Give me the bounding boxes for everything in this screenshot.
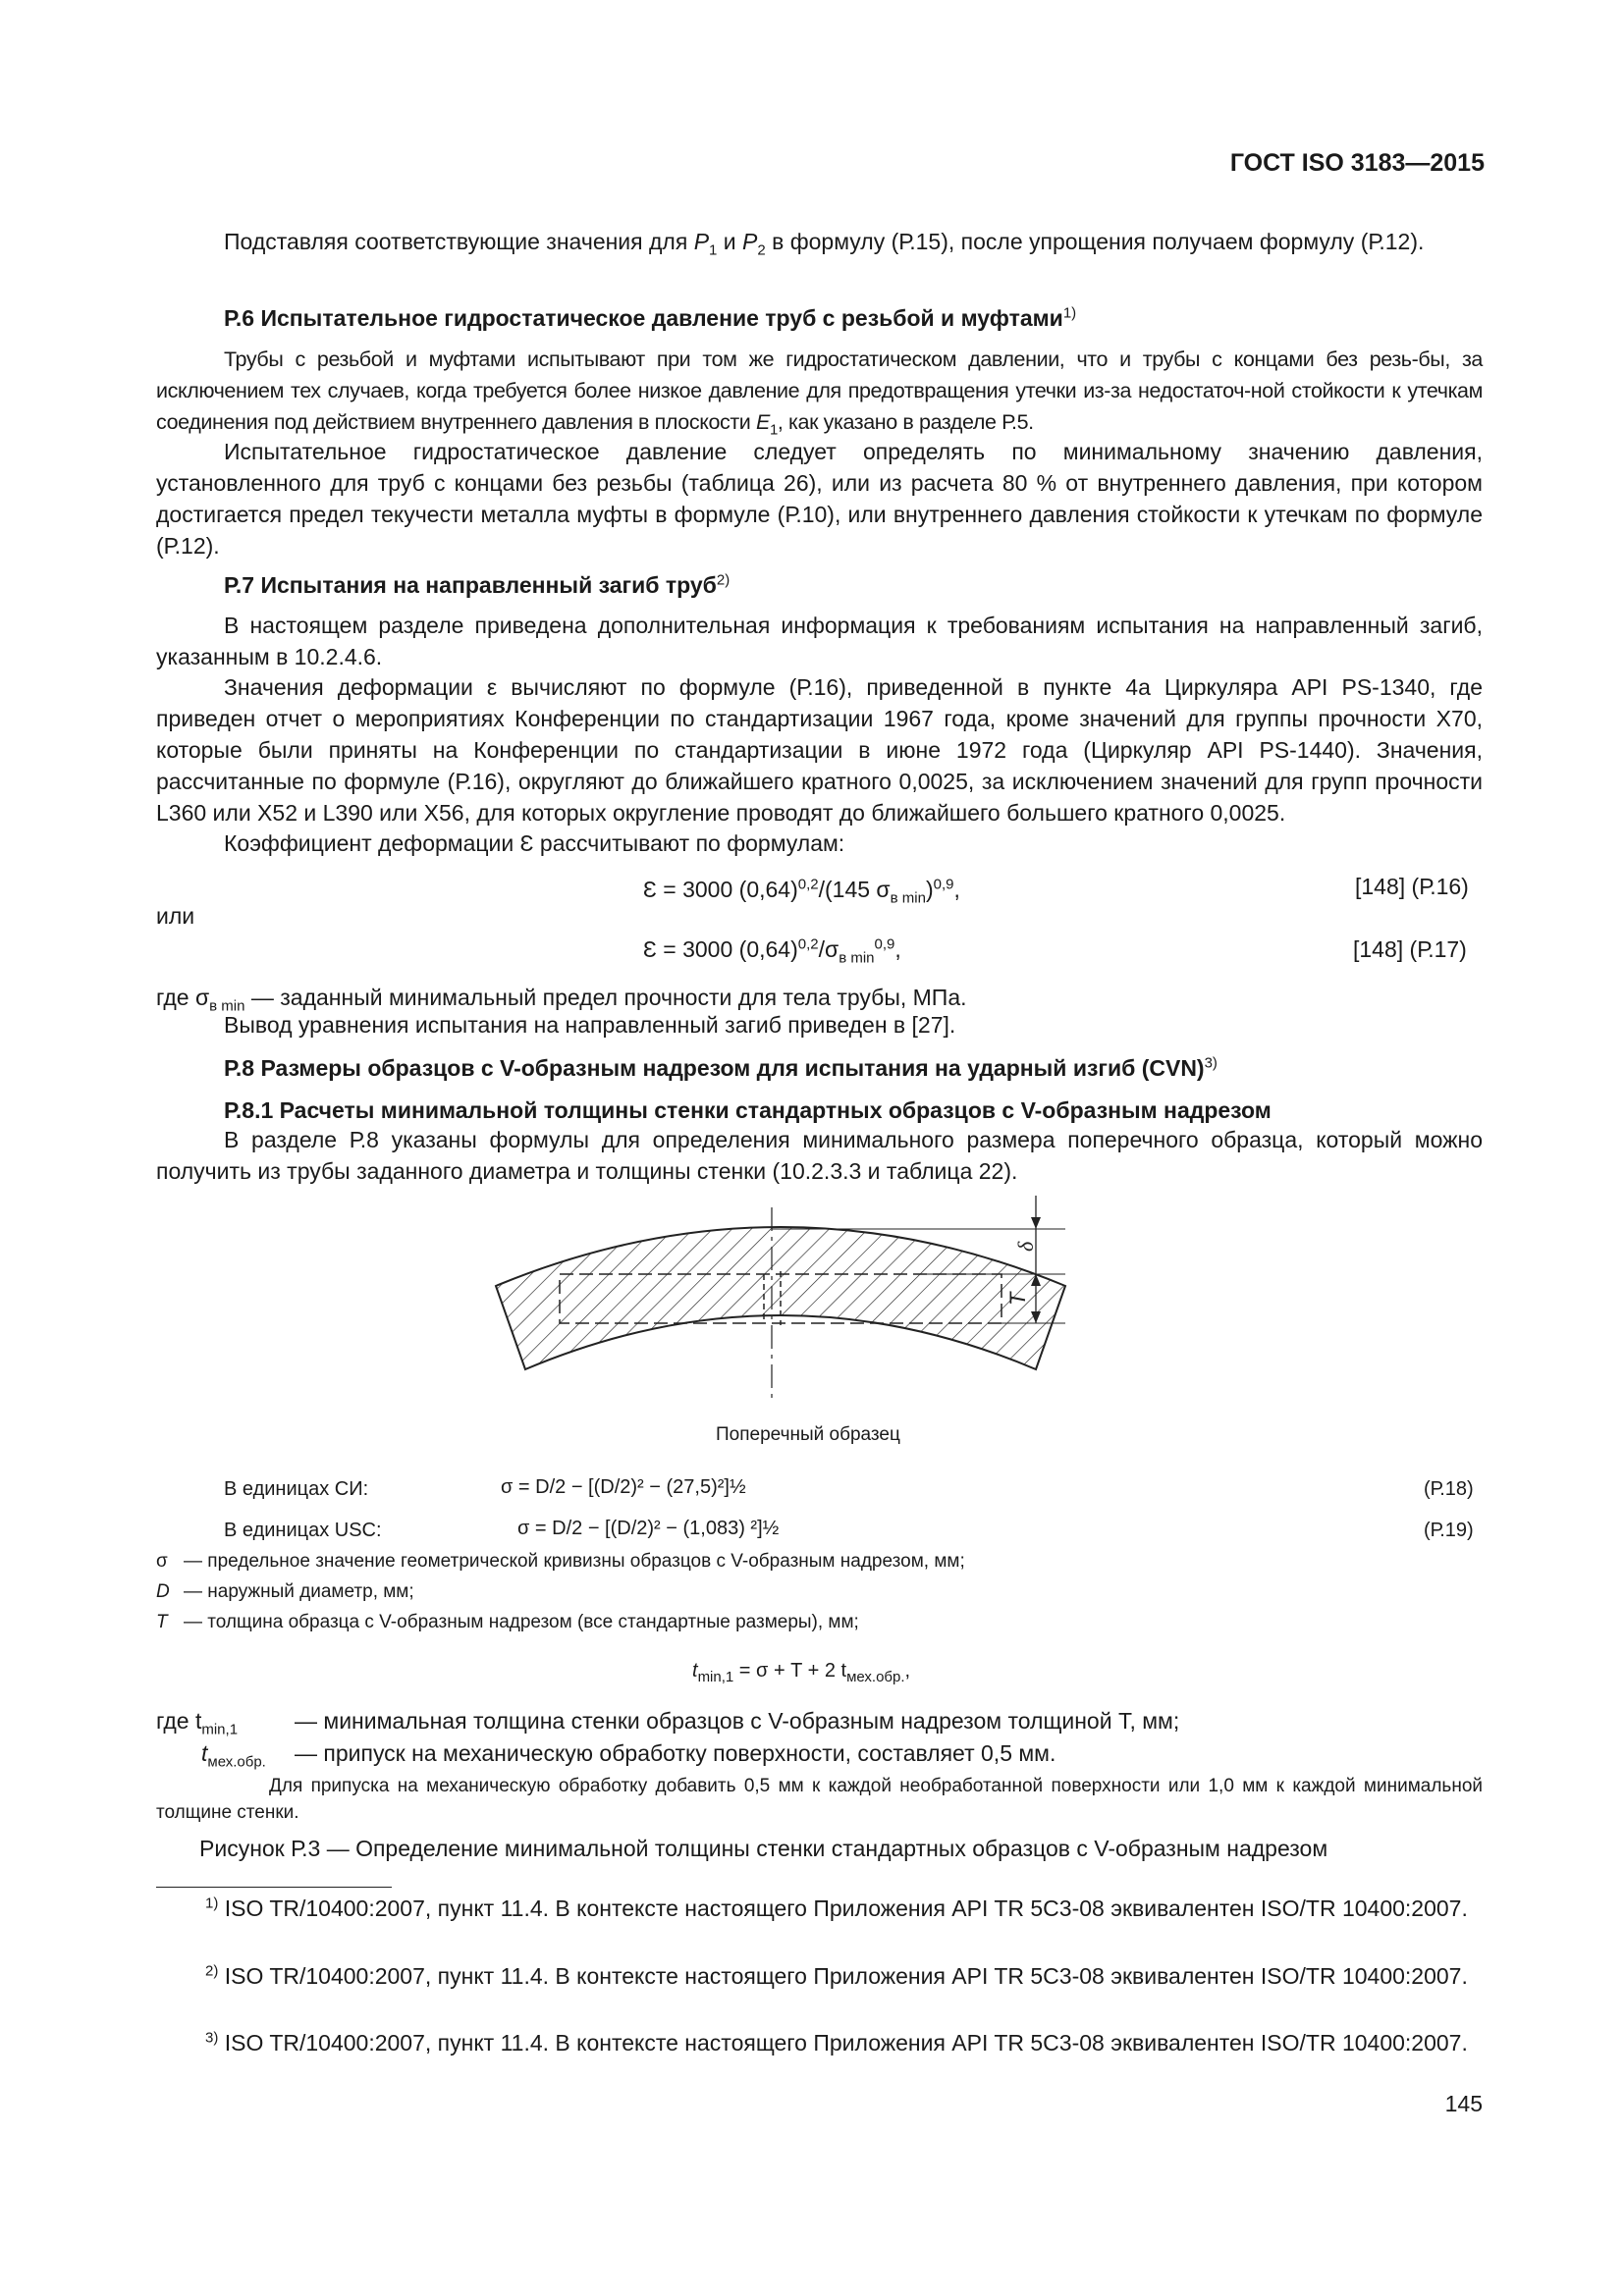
section-p6-title: Р.6 Испытательное гидростатическое давление труб с резьбой и муфтами$^{1)}$ [224,304,1077,331]
section-p7-para3: Коэффициент деформации Ɛ рассчитывают по формулам: [224,830,845,856]
section-p6-para2: Испытательное гидростатическое давление следует определять по минимальному значению давления, установленного для труб с концами без резьбы (таблица 26), или из расчета 80 % от внутреннего давления, при котором достигается предел текучести металла муфты в формуле (Р.10), или внутреннего давления стойкости к утечкам по формуле (Р.12). [156,439,1483,559]
where-tmin: где $t_{min,1}$ [156,1708,239,1738]
legend-sigma: σ — предельное значение геометрической кривизны образцов с V-образным надрезом, мм; [156,1551,965,1572]
footnote-rule [156,1887,392,1888]
section-p6-para1: Трубы с резьбой и муфтами испытывают при том же гидростатическом давлении, что и трубы с концами без резь-бы, за исключением тех случаев, когда требуется более низкое давление для предотвращения утечки из-за недостаточ-ной стойкости к утечкам соединения под действием внутреннего давления в плоскости $E_1$, как указано в разделе Р.5. [156,347,1483,439]
si-label: В единицах СИ: [224,1478,369,1500]
delta-label: δ [1013,1241,1038,1252]
section-p7-title: Р.7 Испытания на направленный загиб труб$^{2)}$ [224,571,731,598]
document-header: ГОСТ ISO 3183—2015 [1229,149,1485,177]
where-tmin-text: — минимальная толщина стенки образцов с V-образным надрезом толщиной T, мм; [295,1708,1180,1734]
si-formula: σ = D/2 − [(D/2)² − (27,5)²]½ [501,1476,746,1498]
equation-p17: Ɛ = 3000 $(0,64)^{0,2}/\sigma_{в min}^{0,9}$, [643,935,901,967]
specimen-cross-section [496,1227,1065,1369]
legend-d: D — наружный диаметр, мм; [156,1581,414,1602]
tmin-formula: $t_{min,1} = \sigma + T + 2$ $t_{мех.обр.}$, [692,1660,911,1685]
section-p8-title: Р.8 Размеры образцов с V-образным надрезом для испытания на ударный изгиб (CVN)$^{3)}$ [224,1054,1218,1081]
section-p7-para2: Значения деформации ε вычисляют по формуле (Р.16), приведенной в пункте 4а Циркуляра API PS-1340, где приведен отчет о мероприятиях Конференции по стандартизации 1967 года, кроме значений для группы прочности Х70, которые были приняты на Конференции по стандартизации в июне 1972 года (Циркуляр API PS-1440). Значения, рассчитанные по формуле (Р.16), округляют до ближайшего кратного 0,0025, за исключением значений для групп прочности L360 или Х52 и L390 или Х56, для которых округление проводят до ближайшего большего кратного 0,0025. [156,674,1483,826]
usc-formula: σ = D/2 − [(D/2)² − (1,083) ²]½ [517,1518,780,1539]
usc-label: В единицах USC: [224,1520,382,1541]
footnote-1: $^{1)}$ ISO TR/10400:2007, пункт 11.4. В контексте настоящего Приложения API TR 5C3-08 эквивалентен ISO/TR 10400:2007. [205,1895,1468,1921]
derivation-note: Вывод уравнения испытания на направленный загиб приведен в [27]. [224,1012,956,1038]
legend-t: T — толщина образца с V-образным надрезом (все стандартные размеры), мм; [156,1612,859,1632]
where-sigma: где $\sigma_{в min}$ — заданный минимальный предел прочности для тела трубы, МПа. [156,985,967,1015]
figure-caption: Рисунок Р.3 — Определение минимальной толщины стенки стандартных образцов с V-образным надрезом [199,1836,1328,1861]
equation-p16-label: [148] (Р.16) [1355,874,1469,899]
equation-p16: Ɛ = 3000 $(0,64)^{0,2}/(145$ $\sigma_{в min})^{0,9}$, [643,876,960,907]
section-p7-para1: В настоящем разделе приведена дополнительная информация к требованиям испытания на направленный загиб, указанным в 10.2.4.6. [156,613,1483,669]
t-label: T [1005,1292,1030,1306]
usc-number: (Р.19) [1424,1520,1474,1541]
page-number: 145 [1444,2091,1483,2116]
figure-inner-caption: Поперечный образец [716,1424,900,1445]
specimen-figure [481,1188,1090,1404]
figure-note: Для припуска на механическую обработку добавить 0,5 мм к каждой необработанной поверхности или 1,0 мм к каждой минимальной толщине стенки. [156,1776,1483,1823]
equation-p17-label: [148] (Р.17) [1353,936,1467,962]
intro-paragraph: Подставляя соответствующие значения для $P_1$ и $P_2$ в формулу (Р.15), после упрощения получаем формулу (Р.12). [224,229,1425,259]
section-p8-para1: В разделе Р.8 указаны формулы для определения минимального размера поперечного образца, который можно получить из трубы заданного диаметра и толщины стенки (10.2.3.3 и таблица 22). [156,1127,1483,1184]
where-tmech-text: — припуск на механическую обработку поверхности, составляет 0,5 мм. [295,1740,1056,1766]
footnote-3: $^{3)}$ ISO TR/10400:2007, пункт 11.4. В контексте настоящего Приложения API TR 5C3-08 эквивалентен ISO/TR 10400:2007. [205,2029,1468,2056]
or-word: или [156,903,195,929]
where-tmech: $t_{мех.обр.}$ [201,1740,266,1771]
footnote-2: $^{2)}$ ISO TR/10400:2007, пункт 11.4. В контексте настоящего Приложения API TR 5C3-08 эквивалентен ISO/TR 10400:2007. [205,1962,1468,1989]
si-number: (Р.18) [1424,1478,1474,1500]
section-p81-title: Р.8.1 Расчеты минимальной толщины стенки стандартных образцов с V-образным надрезом [224,1097,1272,1123]
